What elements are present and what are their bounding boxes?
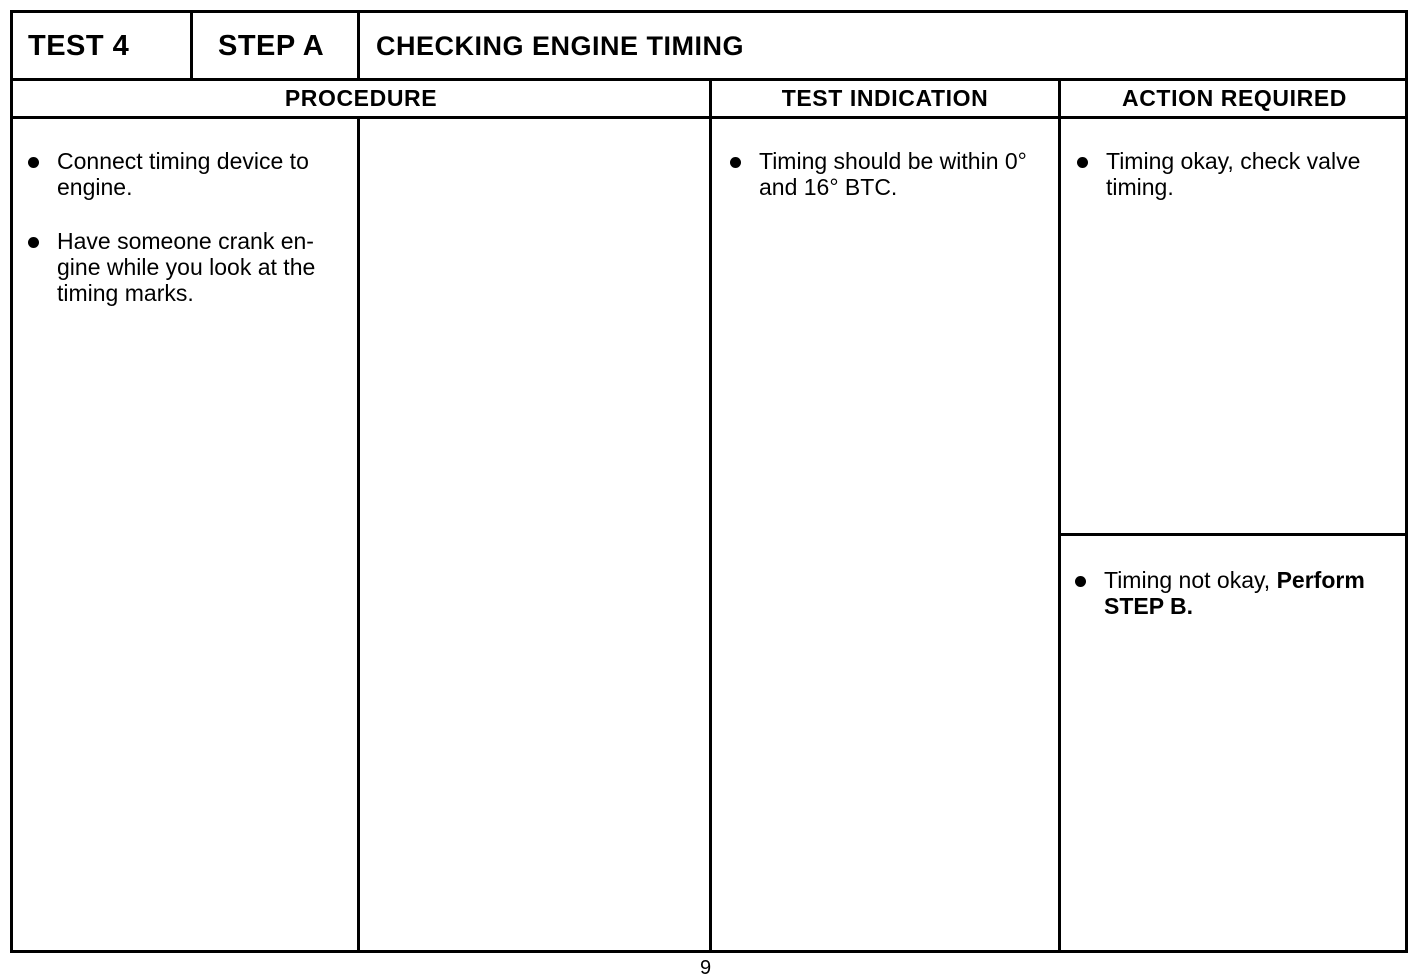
step-cell-divider — [357, 10, 360, 80]
bullet-icon — [730, 157, 741, 168]
list-item — [726, 148, 1051, 200]
test-number: TEST 4 — [28, 29, 130, 62]
procedure-heading: PROCEDURE — [284, 85, 438, 111]
action-ok-list — [1073, 148, 1403, 228]
indication-list — [726, 148, 1051, 228]
procedure-indication-divider — [709, 78, 712, 953]
bullet-icon — [1075, 576, 1086, 587]
procedure-split-divider — [357, 116, 360, 953]
page-title: CHECKING ENGINE TIMING — [376, 30, 745, 61]
indication-action-divider — [1058, 78, 1061, 953]
action-not-ok-list — [1071, 567, 1401, 647]
action-heading: ACTION REQUIRED — [1122, 85, 1347, 111]
indication-text: Timing should be within 0° and 16° BTC. — [759, 148, 1027, 200]
procedure-list — [24, 148, 354, 334]
bullet-icon — [28, 237, 39, 248]
bullet-icon — [28, 157, 39, 168]
test-cell-divider — [190, 10, 193, 80]
perform-step-link: Perform STEP B. — [1104, 567, 1365, 619]
step-label: STEP A — [218, 29, 325, 62]
list-item — [1073, 148, 1403, 200]
page-number: 9 — [700, 957, 712, 979]
procedure-step-text: Have someone crank en-gine while you look at the timing marks. — [57, 228, 316, 306]
bullet-icon — [1077, 157, 1088, 168]
action-ok-text: Timing okay, check valve timing. — [1106, 148, 1361, 200]
list-item — [24, 148, 354, 200]
indication-heading: TEST INDICATION — [781, 85, 989, 111]
list-item — [24, 228, 354, 306]
procedure-step-text: Connect timing device to engine. — [57, 148, 309, 200]
action-divider — [1058, 533, 1408, 536]
action-not-ok-text: Timing not okay, — [1104, 567, 1277, 593]
list-item — [1071, 567, 1401, 619]
